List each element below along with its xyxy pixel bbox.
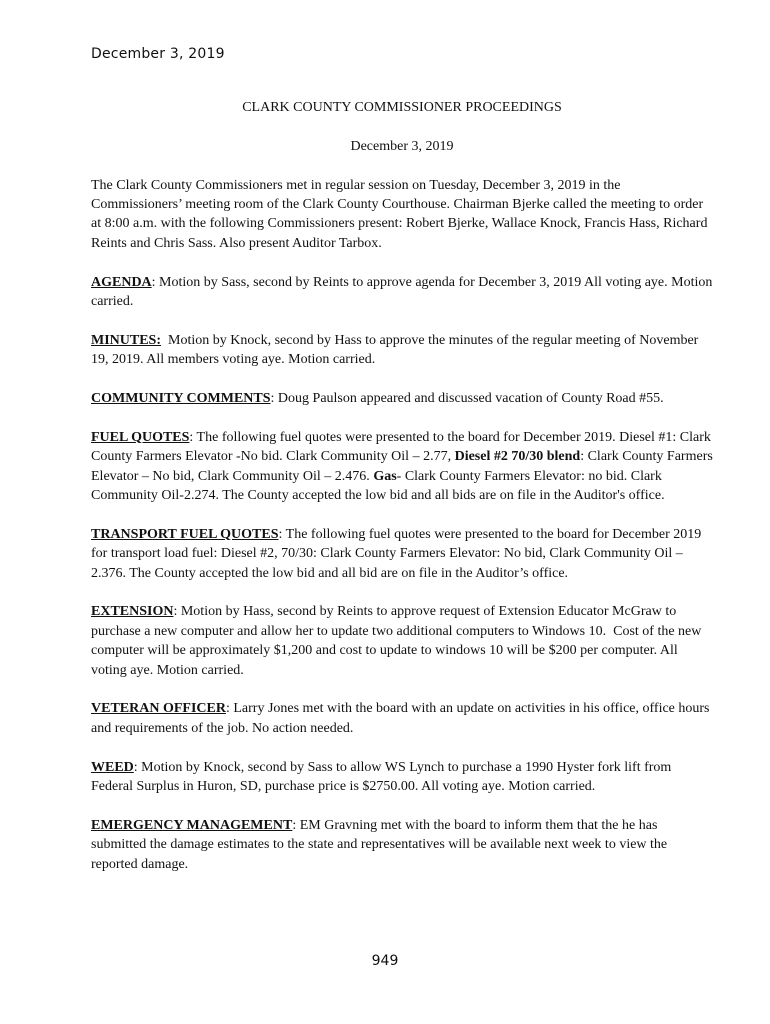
transport-fuel-text: : The following fuel quotes were presented to the board for December 2019 for transport load fuel: Diesel #2, 70/30: Clark County Farmers Elevator: No bid, Clark Community Oil – 2.376. The County accepted the low bid and all bid are on file in the Auditor’s office. <box>91 526 702 581</box>
fuel-quotes-text-1: : The following fuel quotes were presented to the board for December 2019. Diesel #1: Clark County Farmers Elevator -No bid. Clark Community Oil – 2.77, <box>91 429 711 465</box>
emergency-management-text: : EM Gravning met with the board to inform them that the he has submitted the damage estimates to the state and representatives will be available next week to view the reported damage. <box>91 817 668 872</box>
fuel-quotes-paragraph <box>91 428 713 506</box>
extension-paragraph <box>91 602 713 680</box>
fuel-quotes-heading: FUEL QUOTES <box>91 429 190 445</box>
minutes-text: Motion by Knock, second by Hass to approve the minutes of the regular meeting of November 19, 2019. All members voting aye. Motion carried. <box>91 332 702 368</box>
header-date: December 3, 2019 <box>91 46 225 62</box>
minutes-paragraph <box>91 331 713 370</box>
fuel-quotes-diesel2-label: Diesel #2 70/30 blend <box>454 449 581 465</box>
veteran-officer-text: : Larry Jones met with the board with an update on activities in his office, office hours and requirements of the job. No action needed. <box>91 701 710 736</box>
fuel-quotes-text-3: - Clark County Farmers Elevator: no bid. Clark Community Oil-2.274. The County accepted the low bid and all bids are on file in the Auditor's office. <box>91 468 665 504</box>
page-number: 949 <box>371 953 399 969</box>
emergency-management-heading: EMERGENCY MANAGEMENT <box>91 817 293 833</box>
minutes-heading: MINUTES: <box>91 332 162 348</box>
intro-paragraph: The Clark County Commissioners met in regular session on Tuesday, December 3, 2019 in the Commissioners’ meeting room of the Clark County Courthouse. Chairman Bjerke called the meeting to order at 8:00 a.m. with the following Commissioners present: Robert Bjerke, Wallace Knock, Francis Hass, Richard Reints and Chris Sass. Also present Auditor Tarbox. <box>91 177 708 251</box>
fuel-quotes-text-2: : Clark County Farmers Elevator – No bid, Clark Community Oil – 2.476. <box>91 449 713 484</box>
agenda-paragraph <box>91 273 713 312</box>
community-comments-text: : Doug Paulson appeared and discussed vacation of County Road #55. <box>270 391 664 407</box>
emergency-management-paragraph <box>91 816 713 874</box>
weed-paragraph <box>91 758 713 797</box>
fuel-quotes-gas-label: Gas <box>373 468 397 484</box>
extension-heading: EXTENSION <box>91 604 174 620</box>
veteran-officer-paragraph <box>91 699 713 738</box>
extension-text: : Motion by Hass, second by Reints to approve request of Extension Educator McGraw to purchase a new computer and allow her to update two additional computers to Windows 10. Cost of the new computer will be approximately $1,200 and cost to update to windows 10 will be $200 per computer. All voting aye. Motion carried. <box>91 604 705 678</box>
weed-heading: WEED <box>91 759 134 775</box>
weed-text: : Motion by Knock, second by Sass to allow WS Lynch to purchase a 1990 Hyster fork lift from Federal Surplus in Huron, SD, purchase price is $2750.00. All voting aye. Motion carried. <box>91 759 672 795</box>
agenda-heading: AGENDA <box>91 274 152 290</box>
agenda-text: : Motion by Sass, second by Reints to approve agenda for December 3, 2019 All voting aye. Motion carried. <box>91 274 713 310</box>
veteran-officer-heading: VETERAN OFFICER <box>91 701 226 717</box>
transport-fuel-paragraph <box>91 525 713 583</box>
transport-fuel-heading: TRANSPORT FUEL QUOTES <box>91 526 279 542</box>
document-title: CLARK COUNTY COMMISSIONER PROCEEDINGS <box>242 100 562 115</box>
community-comments-heading: COMMUNITY COMMENTS <box>91 391 271 407</box>
community-comments-paragraph <box>91 389 713 408</box>
meeting-date: December 3, 2019 <box>350 138 454 154</box>
document-body <box>91 98 713 874</box>
